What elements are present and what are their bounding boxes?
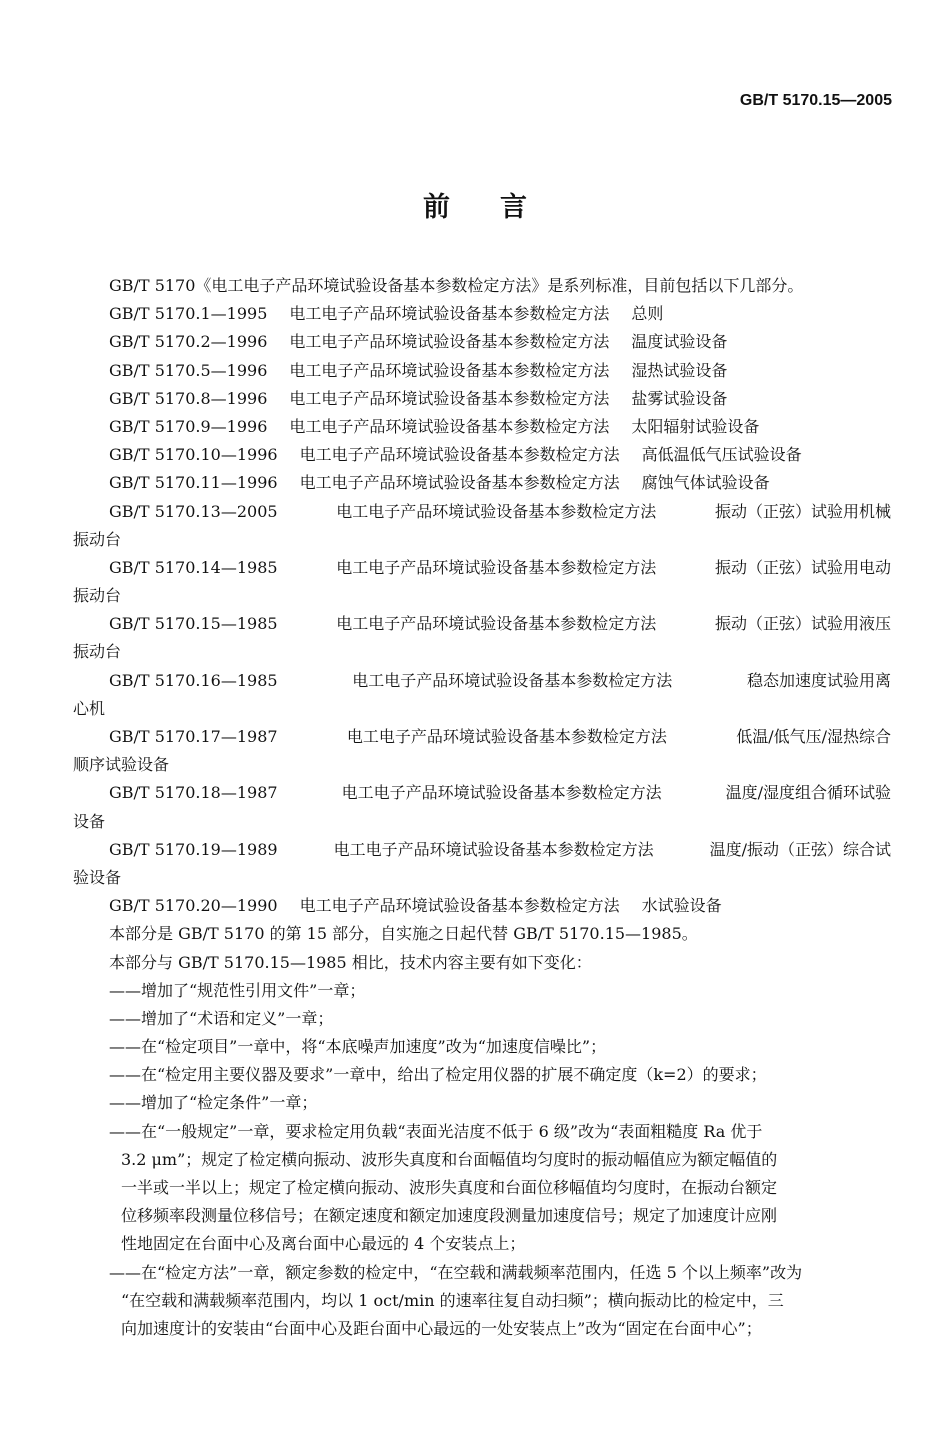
part-method-title: 电工电子产品环境试验设备基本参数检定方法 bbox=[289, 332, 610, 352]
change-item: ——增加了“术语和定义”一章； bbox=[109, 1008, 334, 1028]
part-code: GB/T 5170.17—1987 bbox=[109, 727, 278, 746]
part-method-title: 电工电子产品环境试验设备基本参数检定方法 bbox=[346, 727, 667, 746]
part-code: GB/T 5170.9—1996 bbox=[109, 416, 268, 436]
part-subject-continued: 心机 bbox=[73, 698, 106, 718]
change-item-continued: 3.2 μm”；规定了检定横向振动、波形失真度和台面幅值均匀度时的振动幅值应为额定幅值的 bbox=[121, 1149, 778, 1169]
part-subject: 水试验设备 bbox=[641, 896, 722, 916]
part-method-title: 电工电子产品环境试验设备基本参数检定方法 bbox=[336, 501, 657, 521]
part-subject-continued: 振动台 bbox=[73, 586, 122, 606]
intro-paragraph: GB/T 5170《电工电子产品环境试验设备基本参数检定方法》是系列标准，目前包括以下几部分。 bbox=[109, 276, 804, 295]
part-subject: 总则 bbox=[631, 304, 664, 324]
part-subject-continued: 设备 bbox=[73, 811, 106, 831]
change-item-continued: 性地固定在台面中心及离台面中心最远的 4 个安装点上； bbox=[121, 1234, 526, 1254]
change-item: ——在“检定项目”一章中，将“本底噪声加速度”改为“加速度信噪比”； bbox=[109, 1037, 607, 1057]
part-method-title: 电工电子产品环境试验设备基本参数检定方法 bbox=[289, 388, 610, 408]
part-code: GB/T 5170.19—1989 bbox=[109, 839, 278, 859]
part-subject-continued: 振动台 bbox=[73, 642, 122, 662]
part-method-title: 电工电子产品环境试验设备基本参数检定方法 bbox=[333, 839, 654, 859]
part-subject-continued: 顺序试验设备 bbox=[73, 755, 170, 775]
part-code: GB/T 5170.20—1990 bbox=[109, 896, 278, 916]
change-item-continued: 位移频率段测量位移信号；在额定速度和额定加速度段测量加速度信号；规定了加速度计应刚 bbox=[121, 1206, 778, 1226]
document-body bbox=[73, 272, 891, 1343]
part-code: GB/T 5170.5—1996 bbox=[109, 360, 268, 380]
part-method-title: 电工电子产品环境试验设备基本参数检定方法 bbox=[289, 304, 610, 324]
part-subject: 温度/湿度组合循环试验 bbox=[725, 783, 891, 803]
part-code: GB/T 5170.13—2005 bbox=[109, 501, 278, 521]
replace-note: 本部分是 GB/T 5170 的第 15 部分，自实施之日起代替 GB/T 5170.15—1985。 bbox=[109, 924, 698, 944]
part-method-title: 电工电子产品环境试验设备基本参数检定方法 bbox=[336, 614, 657, 634]
part-entry bbox=[73, 328, 891, 356]
part-entry bbox=[73, 385, 891, 413]
change-item: ——在“检定用主要仪器及要求”一章中，给出了检定用仪器的扩展不确定度（k=2）的要求； bbox=[109, 1065, 767, 1085]
part-method-title: 电工电子产品环境试验设备基本参数检定方法 bbox=[299, 445, 620, 465]
part-entry bbox=[73, 441, 891, 469]
part-subject: 腐蚀气体试验设备 bbox=[641, 473, 770, 493]
part-entry bbox=[73, 610, 891, 638]
part-subject: 低温/低气压/湿热综合 bbox=[736, 727, 891, 746]
part-entry bbox=[73, 836, 891, 864]
changes-list bbox=[73, 977, 891, 1343]
change-item: ——在“一般规定”一章，要求检定用负载“表面光洁度不低于 6 级”改为“表面粗糙度 Ra 优于 bbox=[109, 1121, 763, 1141]
change-item-continued: 向加速度计的安装由“台面中心及距台面中心最远的一处安装点上”改为“固定在台面中心”； bbox=[121, 1318, 762, 1338]
part-code: GB/T 5170.10—1996 bbox=[109, 445, 278, 465]
part-subject: 振动（正弦）试验用电动 bbox=[714, 557, 891, 577]
part-method-title: 电工电子产品环境试验设备基本参数检定方法 bbox=[336, 557, 657, 577]
part-method-title: 电工电子产品环境试验设备基本参数检定方法 bbox=[299, 896, 620, 916]
part-entry bbox=[73, 723, 891, 751]
change-item-continued: “在空载和满载频率范围内，均以 1 oct/min 的速率往复自动扫频”；横向振动比的检定中，三 bbox=[121, 1290, 784, 1310]
part-method-title: 电工电子产品环境试验设备基本参数检定方法 bbox=[289, 360, 610, 380]
part-code: GB/T 5170.2—1996 bbox=[109, 332, 268, 352]
change-item: ——增加了“规范性引用文件”一章； bbox=[109, 980, 366, 1000]
part-entry bbox=[73, 357, 891, 385]
standard-code: GB/T 5170.15—2005 bbox=[739, 92, 892, 109]
part-code: GB/T 5170.11—1996 bbox=[109, 473, 278, 493]
part-method-title: 电工电子产品环境试验设备基本参数检定方法 bbox=[299, 473, 620, 493]
part-subject-continued: 振动台 bbox=[73, 529, 122, 549]
page-title: 前言 bbox=[423, 192, 577, 223]
change-item-continued: 一半或一半以上；规定了检定横向振动、波形失真度和台面位移幅值均匀度时，在振动台额定 bbox=[121, 1178, 778, 1197]
part-entry bbox=[73, 667, 891, 695]
change-item: ——增加了“检定条件”一章； bbox=[109, 1093, 318, 1113]
part-code: GB/T 5170.14—1985 bbox=[109, 557, 278, 577]
part-method-title: 电工电子产品环境试验设备基本参数检定方法 bbox=[352, 670, 673, 690]
part-subject: 稳态加速度试验用离 bbox=[746, 670, 891, 690]
part-entry bbox=[73, 498, 891, 526]
part-subject: 太阳辐射试验设备 bbox=[631, 416, 760, 436]
part-entry bbox=[73, 300, 891, 328]
part-code: GB/T 5170.18—1987 bbox=[109, 783, 278, 803]
parts-list bbox=[73, 300, 891, 920]
part-entry bbox=[73, 779, 891, 807]
part-entry bbox=[73, 892, 891, 920]
change-item: ——在“检定方法”一章，额定参数的检定中，“在空载和满载频率范围内，任选 5 个以上频率”改为 bbox=[109, 1262, 803, 1282]
part-entry bbox=[73, 469, 891, 497]
part-code: GB/T 5170.8—1996 bbox=[109, 388, 268, 408]
part-subject: 湿热试验设备 bbox=[631, 360, 728, 380]
part-subject: 振动（正弦）试验用液压 bbox=[714, 614, 891, 634]
part-subject-continued: 验设备 bbox=[73, 867, 122, 887]
part-subject: 振动（正弦）试验用机械 bbox=[714, 501, 891, 521]
changes-intro: 本部分与 GB/T 5170.15—1985 相比，技术内容主要有如下变化： bbox=[109, 952, 592, 972]
part-code: GB/T 5170.1—1995 bbox=[109, 304, 268, 324]
part-entry bbox=[73, 554, 891, 582]
part-entry bbox=[73, 413, 891, 441]
part-method-title: 电工电子产品环境试验设备基本参数检定方法 bbox=[289, 416, 610, 436]
part-subject: 温度试验设备 bbox=[631, 332, 728, 352]
part-code: GB/T 5170.15—1985 bbox=[109, 614, 278, 634]
part-method-title: 电工电子产品环境试验设备基本参数检定方法 bbox=[341, 783, 662, 803]
part-code: GB/T 5170.16—1985 bbox=[109, 670, 278, 690]
part-subject: 温度/振动（正弦）综合试 bbox=[709, 839, 891, 859]
part-subject: 盐雾试验设备 bbox=[631, 388, 728, 408]
part-subject: 高低温低气压试验设备 bbox=[641, 445, 802, 465]
